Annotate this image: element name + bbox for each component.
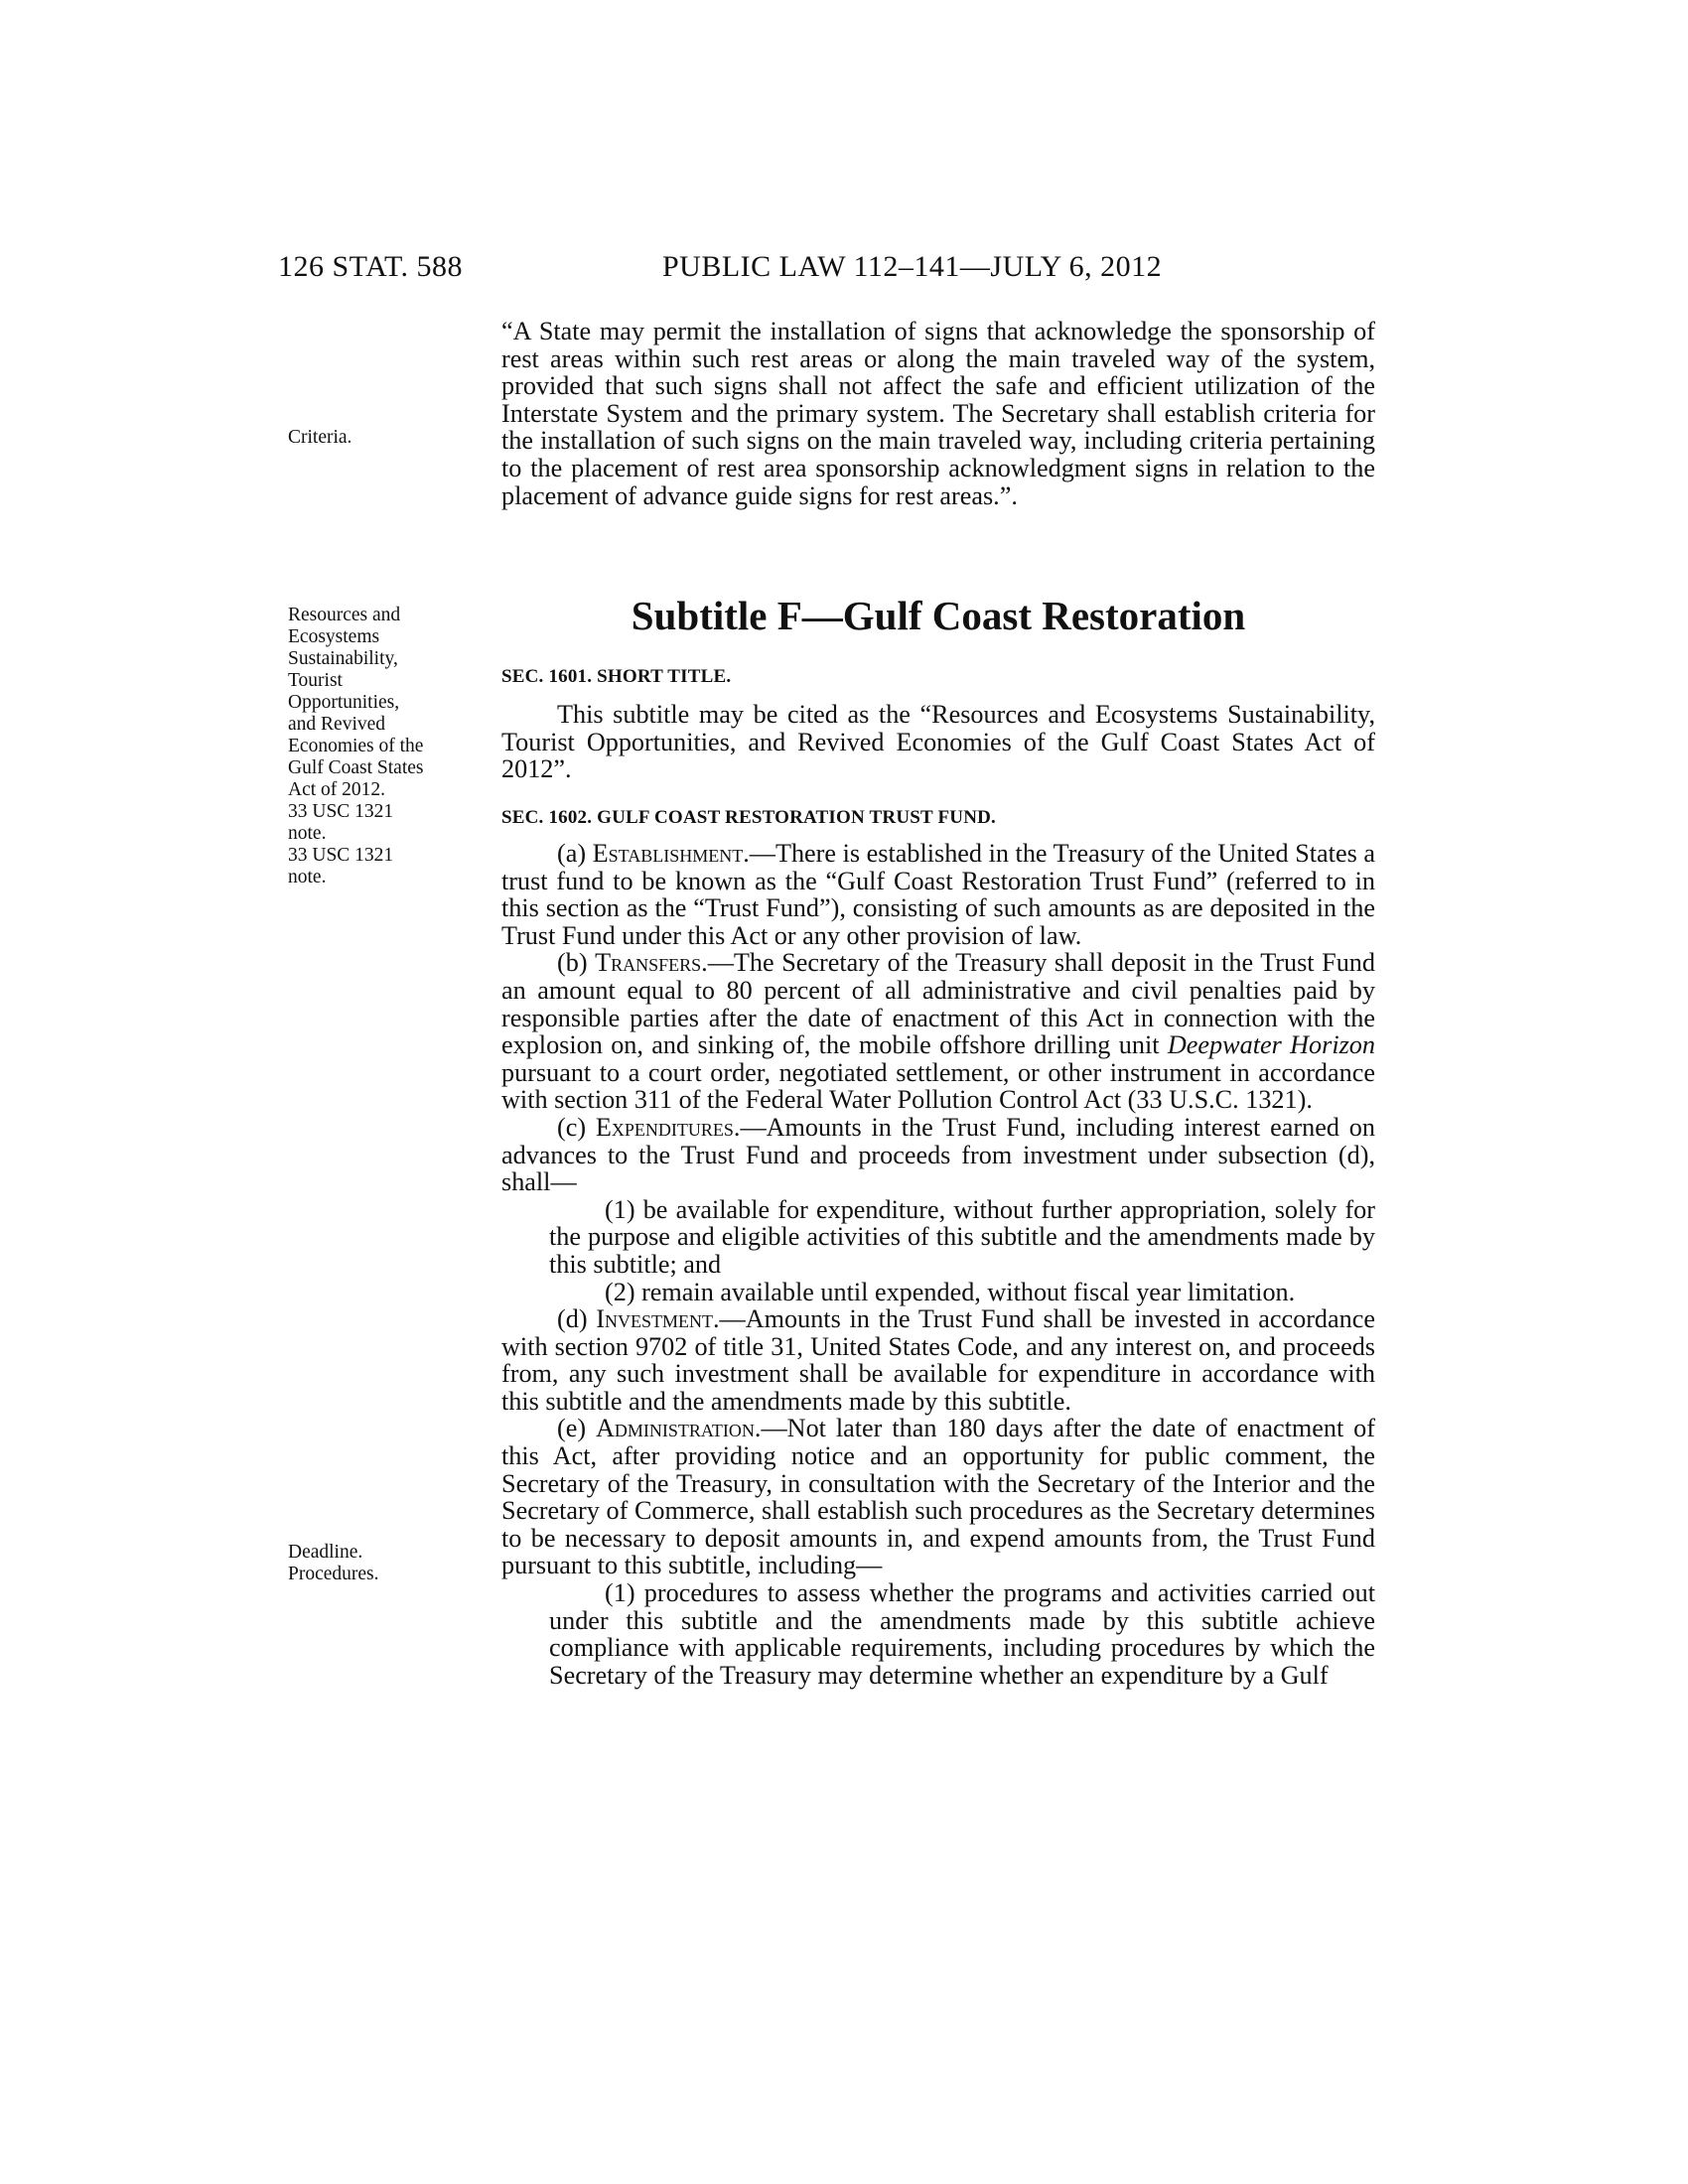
subsection-caption: Administration (596, 1414, 755, 1443)
subsection-caption: Transfers (595, 948, 702, 978)
section-1602-heading: SEC. 1602. GULF COAST RESTORATION TRUST FUND. (501, 807, 997, 828)
margin-note-line: Tourist (288, 670, 343, 691)
margin-note-line: note. (288, 823, 327, 844)
section-1601-heading: SEC. 1601. SHORT TITLE. (501, 666, 732, 687)
margin-note-line: Act of 2012. (288, 779, 386, 800)
subsection-d: (d) Investment.—Amounts in the Trust Fund shall be invested in accordance with section 9702 of title 31, United States Code, and any interest on, and proceeds from, any such investment shall be available for expenditure in accordance with this subtitle and the amendments made by this subtitle. (501, 1304, 1375, 1416)
page-stat-reference: 126 STAT. 588 (278, 250, 464, 283)
subsection-a: (a) Establishment.—There is established in the Treasury of the United States a trust fund to be known as the “Gulf Coast Restoration Trust Fund” (referred to in this section as the “Trust Fund”), consisting of such amounts as are deposited in the Trust Fund under this Act or any other provision of law. (501, 839, 1375, 950)
paragraph-c-1: (1) be available for expenditure, without further appropriation, solely for the purpose and eligible activities of this subtitle and the amendments made by this subtitle; and (549, 1194, 1375, 1279)
margin-note-line: note. (288, 867, 327, 887)
margin-note-line: Sustainability, (288, 648, 398, 669)
paragraph-c-2: (2) remain available until expended, without fiscal year limitation. (605, 1277, 1296, 1306)
subsection-b: (b) Transfers.—The Secretary of the Treasury shall deposit in the Trust Fund an amount equal to 80 percent of all administrative and civil penalties paid by responsible parties after the date of enactment of this Act in connection with the explosion on, and sinking of, the mobile offshore drilling unit Deepwater Horizon pursuant to a court order, negotiated settlement, or other instrument in accordance with section 311 of the Federal Water Pollution Control Act (33 U.S.C. 1321). (501, 948, 1375, 1115)
subtitle-heading: Subtitle F—Gulf Coast Restoration (631, 593, 1246, 638)
margin-note-line: 33 USC 1321 (288, 845, 394, 866)
margin-note-line: 33 USC 1321 (288, 801, 394, 822)
subsection-caption: Establishment (592, 839, 744, 868)
paragraph-e-1: (1) procedures to assess whether the programs and activities carried out under this subtitle and the amendments made by this subtitle achieve compliance with applicable requirements, including procedures by which the Secretary of the Treasury may determine whether an expenditure by a Gulf (549, 1578, 1375, 1690)
short-title-paragraph: This subtitle may be cited as the “Resources and Ecosystems Sustainability, Tourist Opportunities, and Revived Economies of the Gulf Coast States Act of 2012”. (501, 700, 1375, 784)
margin-note-line: Economies of the (288, 736, 424, 756)
margin-note-line: Ecosystems (288, 626, 380, 647)
margin-note-line: Resources and (288, 605, 401, 625)
section-1602-body (501, 840, 1375, 1689)
margin-note-line: Opportunities, (288, 692, 400, 713)
margin-note-deadline: Deadline. Procedures. (288, 1542, 379, 1584)
margin-note-criteria: Criteria. (288, 427, 352, 448)
margin-note-line: and Revived (288, 714, 386, 735)
vessel-name: Deepwater Horizon (1167, 1030, 1375, 1060)
subsection-c: (c) Expenditures.—Amounts in the Trust Fund, including interest earned on advances to the Trust Fund and proceeds from investment under subsection (d), shall— (501, 1112, 1375, 1197)
subsection-caption: Expenditures (595, 1112, 734, 1142)
section-1601-body (501, 701, 1375, 783)
running-header-title: PUBLIC LAW 112–141—JULY 6, 2012 (662, 250, 1163, 283)
subsection-e: (e) Administration.—Not later than 180 days after the date of enactment of this Act, after providing notice and an opportunity for public comment, the Secretary of the Treasury, in consultation with the Secretary of the Interior and the Secretary of Commerce, shall establish such procedures as the Secretary determines to be necessary to deposit amounts in, and expend amounts from, the Trust Fund pursuant to this subtitle, including— (501, 1414, 1375, 1580)
subsection-caption: Investment (596, 1304, 713, 1334)
quoted-amendment (501, 318, 1375, 509)
margin-note-short-title (288, 605, 467, 888)
quoted-paragraph: “A State may permit the installation of signs that acknowledge the sponsorship of rest areas within such rest areas or along the main traveled way of the system, provided that such signs shall not affect the safe and efficient utilization of the Interstate System and the primary system. The Secretary shall establish criteria for the installation of such signs on the main traveled way, including criteria pertaining to the placement of rest area sponsorship acknowledgment signs in relation to the placement of advance guide signs for rest areas.”. (501, 317, 1375, 510)
margin-note-line: Gulf Coast States (288, 757, 424, 778)
